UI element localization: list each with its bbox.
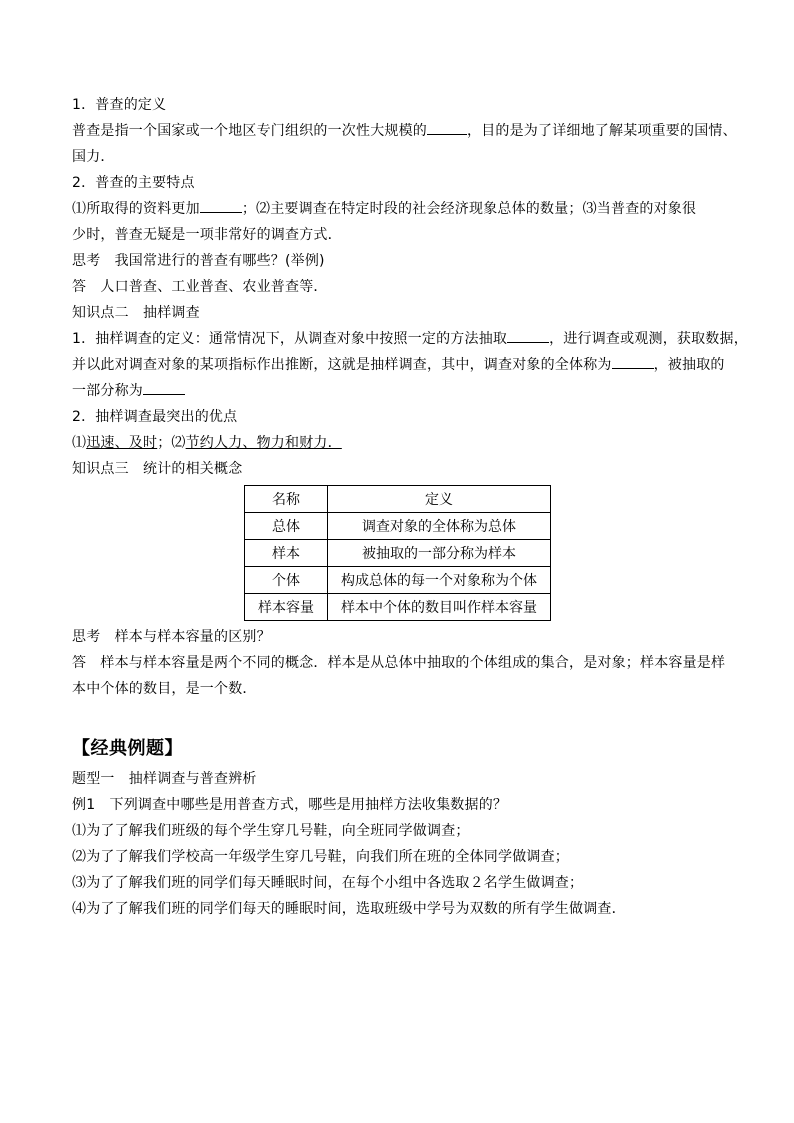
statistics-heading: 知识点三 统计的相关概念 bbox=[72, 461, 243, 477]
table-cell-term: 个体 bbox=[245, 567, 328, 594]
census-definition-text-b: ，目的是为了详细地了解某项重要的国情、 bbox=[467, 123, 737, 139]
table-header-name: 名称 bbox=[245, 486, 328, 513]
table-cell-term: 总体 bbox=[245, 513, 328, 540]
census-features-text-b: ；⑵主要调查在特定时段的社会经济现象总体的数量；⑶当普查的对象很 bbox=[241, 201, 697, 217]
fill-blank[interactable] bbox=[143, 380, 185, 395]
table-cell-term: 样本容量 bbox=[245, 594, 328, 621]
sampling-advantage-prefix-1: ⑴ bbox=[72, 435, 87, 451]
fill-blank[interactable] bbox=[200, 198, 242, 213]
sampling-advantage-prefix-2: ；⑵ bbox=[157, 435, 186, 451]
table-cell-definition: 样本中个体的数目叫作样本容量 bbox=[328, 594, 551, 621]
census-features-line-1 bbox=[72, 196, 732, 222]
fill-blank[interactable] bbox=[507, 328, 549, 343]
document-page bbox=[72, 92, 748, 922]
table-cell-definition: 调查对象的全体称为总体 bbox=[328, 513, 551, 540]
statistics-think-question: 思考 样本与样本容量的区别？ bbox=[72, 629, 271, 645]
concepts-table bbox=[244, 485, 551, 621]
example-item: ⑵为了了解我们学校高一年级学生穿几号鞋，向我们所在班的全体同学做调查； bbox=[72, 849, 569, 865]
table-row bbox=[245, 513, 551, 540]
census-definition-heading: 1．普查的定义 bbox=[72, 97, 167, 113]
table-cell-term: 样本 bbox=[245, 540, 328, 567]
fill-blank[interactable] bbox=[427, 120, 467, 135]
example-item: ⑷为了了解我们班的同学们每天的睡眠时间，选取班级中学号为双数的所有学生做调查． bbox=[72, 901, 626, 917]
census-definition-line-2: 国力． bbox=[72, 149, 115, 165]
table-cell-definition: 构成总体的每一个对象称为个体 bbox=[328, 567, 551, 594]
example-item: ⑴为了了解我们班级的每个学生穿几号鞋，向全班同学做调查； bbox=[72, 823, 470, 839]
sampling-definition-text-d: ，被抽取的 bbox=[653, 357, 725, 373]
table-header-definition: 定义 bbox=[328, 486, 551, 513]
statistics-answer-line-2: 本中个体的数目，是一个数． bbox=[72, 681, 257, 697]
fill-blank[interactable] bbox=[612, 354, 654, 369]
example-1-question: 例1 下列调查中哪些是用普查方式，哪些是用抽样方法收集数据的？ bbox=[72, 797, 508, 813]
census-features-text-a: ⑴所取得的资料更加 bbox=[72, 201, 200, 217]
sampling-advantage-answer-1: 迅速、及时 bbox=[86, 435, 158, 451]
table-row bbox=[245, 567, 551, 594]
example-type-heading: 题型一 抽样调查与普查辨析 bbox=[72, 771, 257, 787]
census-think-question: 思考 我国常进行的普查有哪些？(举例) bbox=[72, 253, 325, 269]
census-definition-line-1 bbox=[72, 118, 737, 144]
table-row bbox=[245, 594, 551, 621]
sampling-definition-line-1 bbox=[72, 326, 748, 352]
sampling-advantage-answer-2: 节约人力、物力和财力． bbox=[185, 435, 342, 451]
census-think-answer: 答 人口普查、工业普查、农业普查等． bbox=[72, 279, 328, 295]
examples-title: 【经典例题】 bbox=[72, 738, 183, 759]
census-features-heading: 2．普查的主要特点 bbox=[72, 175, 195, 191]
sampling-advantages-heading: 2．抽样调查最突出的优点 bbox=[72, 409, 238, 425]
sampling-definition-text-e: 一部分称为 bbox=[72, 383, 143, 399]
table-header-row bbox=[245, 486, 551, 513]
sampling-heading: 知识点二 抽样调查 bbox=[72, 305, 200, 321]
example-item: ⑶为了了解我们班的同学们每天睡眠时间，在每个小组中各选取２名学生做调查； bbox=[72, 875, 584, 891]
table-cell-definition: 被抽取的一部分称为样本 bbox=[328, 540, 551, 567]
sampling-definition-text-b: ，进行调查或观测，获取数据， bbox=[549, 331, 748, 347]
sampling-definition-text-c: 并以此对调查对象的某项指标作出推断，这就是抽样调查，其中，调查对象的全体称为 bbox=[72, 357, 612, 373]
statistics-answer-line-1: 答 样本与样本容量是两个不同的概念．样本是从总体中抽取的个体组成的集合，是对象；样本容量是样 bbox=[72, 655, 726, 671]
census-features-line-2: 少时，普查无疑是一项非常好的调查方式． bbox=[72, 227, 342, 243]
sampling-definition-line-2 bbox=[72, 352, 732, 378]
sampling-definition-line-3 bbox=[72, 378, 732, 404]
sampling-advantages-line bbox=[72, 430, 732, 456]
table-row bbox=[245, 540, 551, 567]
sampling-definition-text-a: 1．抽样调查的定义：通常情况下，从调查对象中按照一定的方法抽取 bbox=[72, 331, 508, 347]
census-definition-text-a: 普查是指一个国家或一个地区专门组织的一次性大规模的 bbox=[72, 123, 427, 139]
